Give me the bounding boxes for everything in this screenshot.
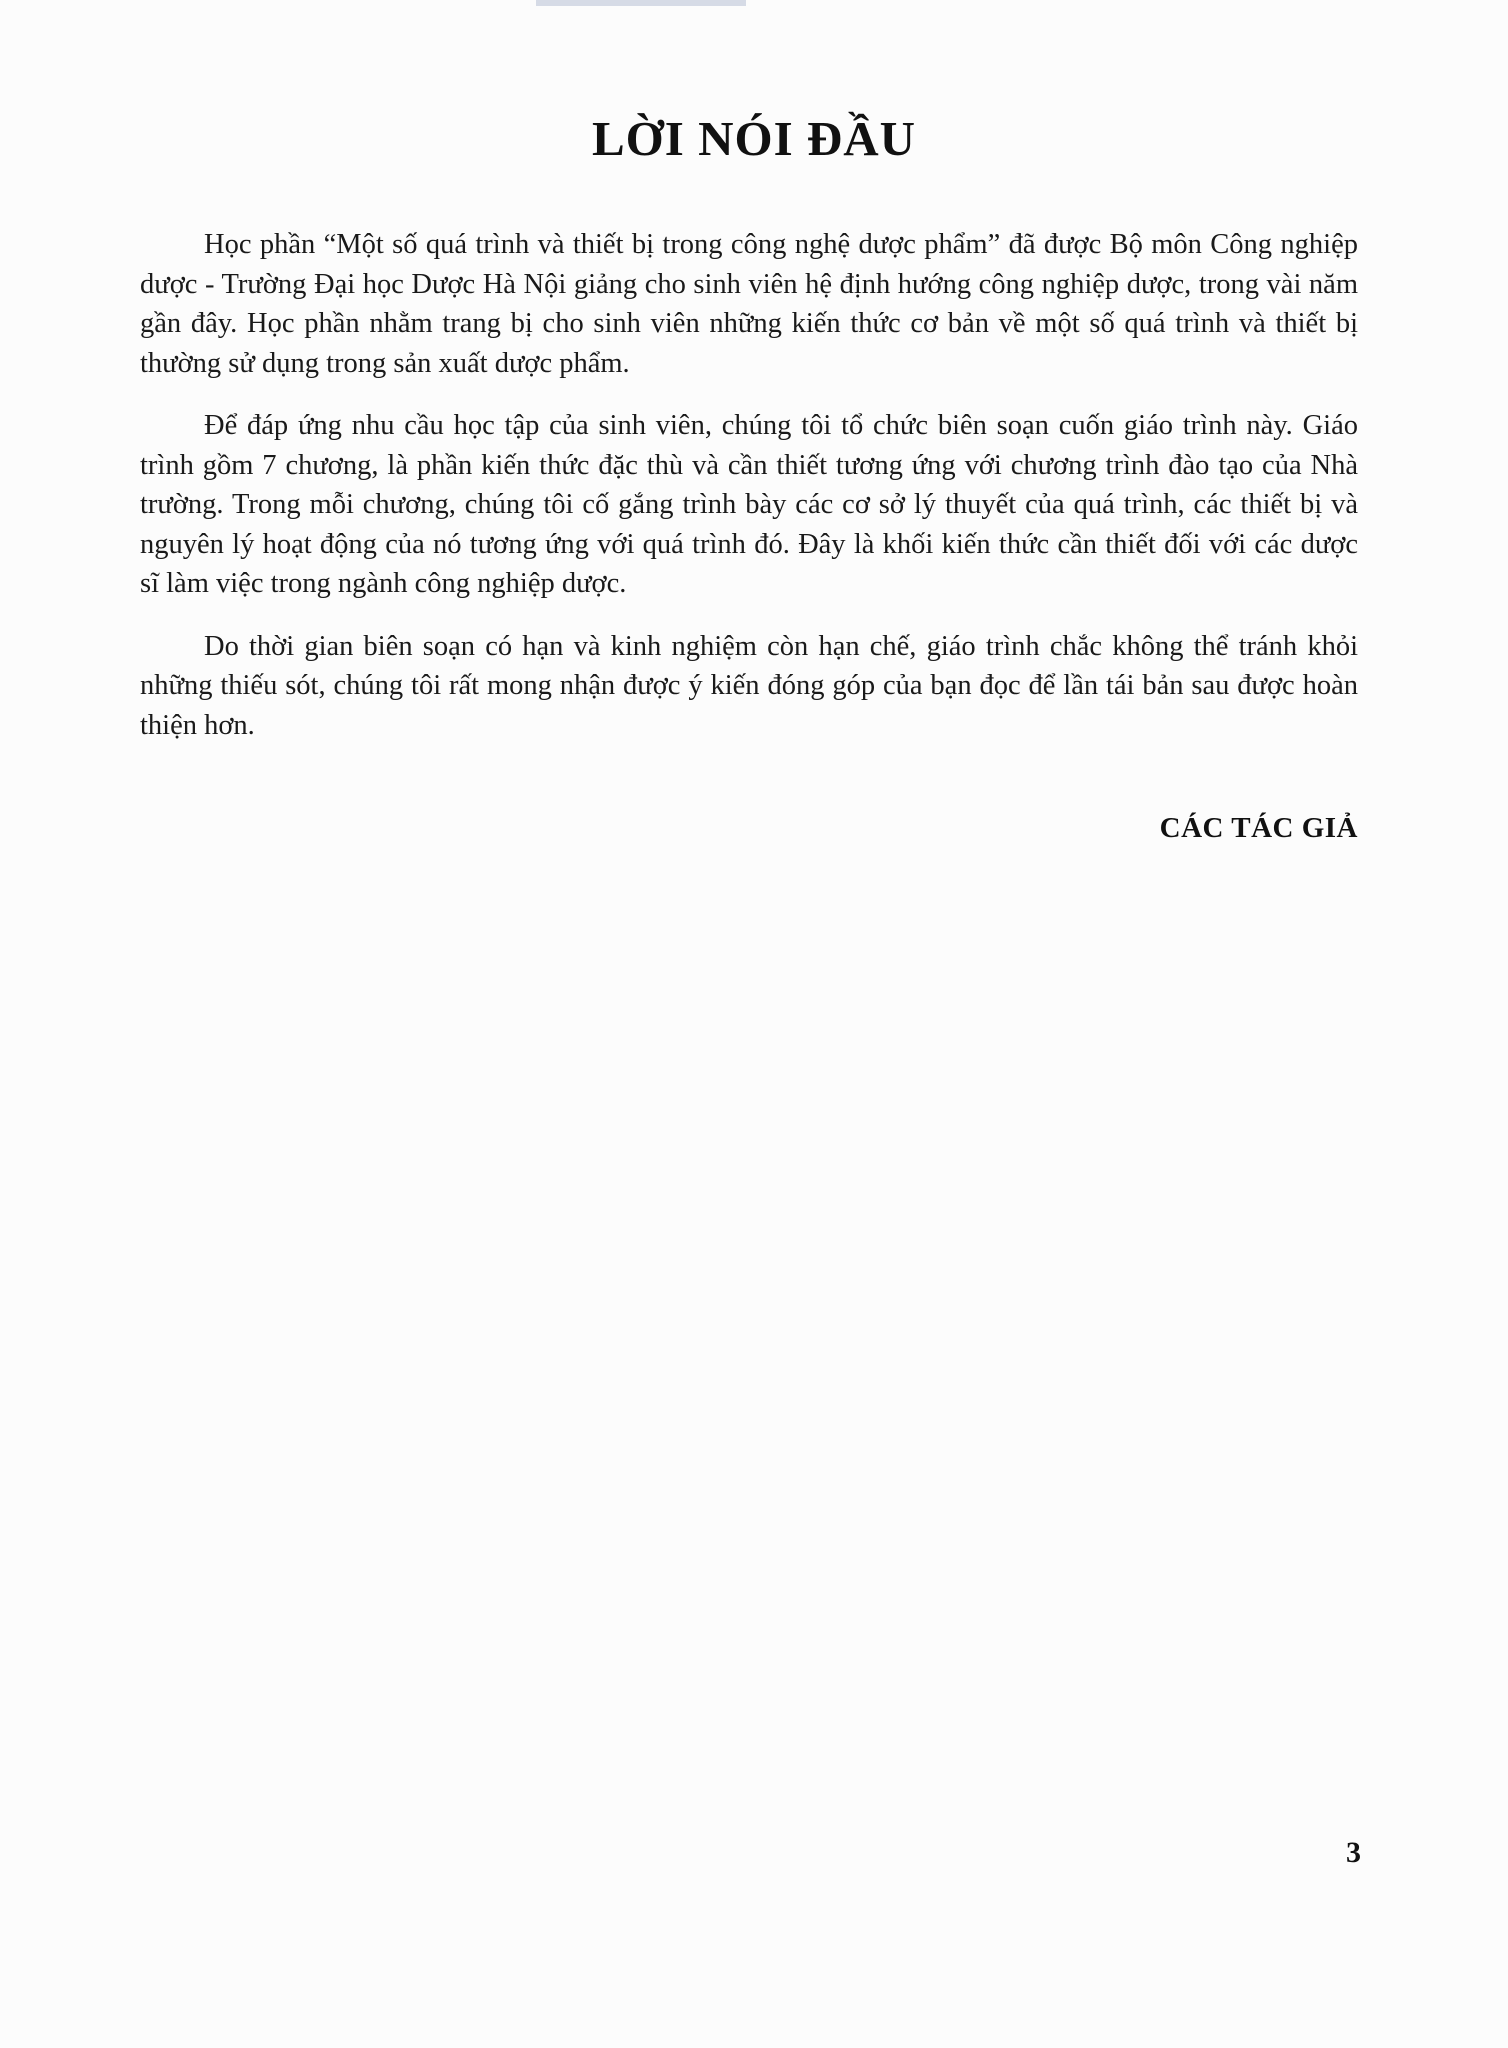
- page-number: 3: [1346, 1836, 1361, 1869]
- paragraph-2: Để đáp ứng nhu cầu học tập của sinh viên, chúng tôi tổ chức biên soạn cuốn giáo trình này. Giáo trình gồm 7 chương, là phần kiến thức đặc thù và cần thiết tương ứng với chương trình đào tạo của Nhà trường. Trong mỗi chương, chúng tôi cố gắng trình bày các cơ sở lý thuyết của quá trình, các thiết bị và nguyên lý hoạt động của nó tương ứng với quá trình đó. Đây là khối kiến thức cần thiết đối với các dược sĩ làm việc trong ngành công nghiệp dược.: [140, 410, 1358, 599]
- paragraph-1: Học phần “Một số quá trình và thiết bị trong công nghệ dược phẩm” đã được Bộ môn Công nghiệp dược - Trường Đại học Dược Hà Nội giảng cho sinh viên hệ định hướng công nghiệp dược, trong vài năm gần đây. Học phần nhằm trang bị cho sinh viên những kiến thức cơ bản về một số quá trình và thiết bị thường sử dụng trong sản xuất dược phẩm.: [140, 229, 1358, 379]
- author-signature: CÁC TÁC GIẢ: [1159, 812, 1358, 844]
- top-edge-mark: [536, 0, 746, 6]
- page-title: LỜI NÓI ĐẦU: [591, 111, 917, 166]
- paragraph-3: Do thời gian biên soạn có hạn và kinh nghiệm còn hạn chế, giáo trình chắc không thể tránh khỏi những thiếu sót, chúng tôi rất mong nhận được ý kiến đóng góp của bạn đọc để lần tái bản sau được hoàn thiện hơn.: [140, 630, 1358, 741]
- preface-body: [140, 225, 1358, 768]
